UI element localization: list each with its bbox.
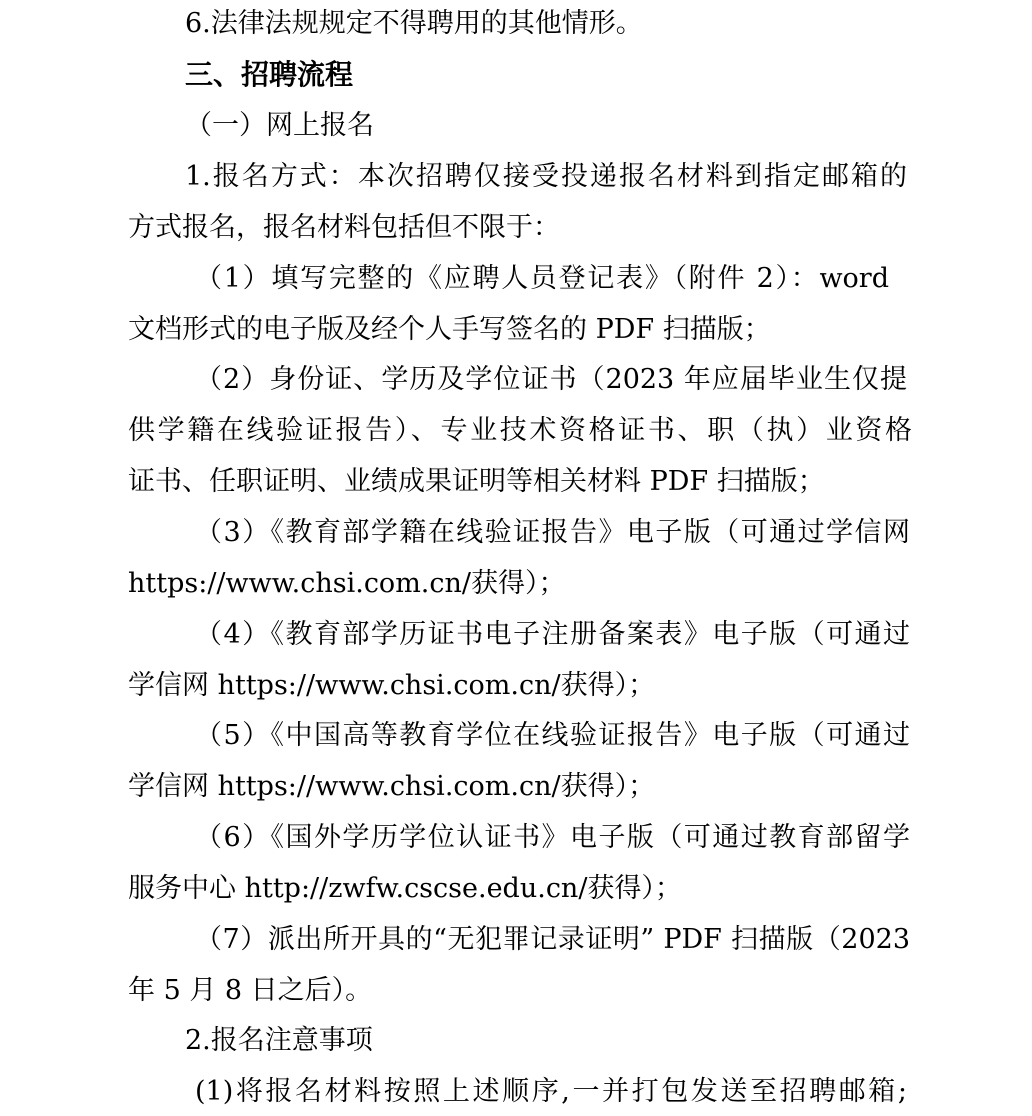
text-line-item-5-cont: 学信网 https://www.chsi.com.cn/获得）；	[128, 771, 656, 802]
text-line-item-1-cont: 文档形式的电子版及经个人手写签名的 PDF 扫描版；	[128, 314, 771, 345]
text-line-item-2-cont-2: 证书、任职证明、业绩成果证明等相关材料 PDF 扫描版；	[128, 466, 825, 497]
text-line-item-7: （7）派出所开具的“无犯罪记录证明” PDF 扫描版（2023	[195, 924, 910, 955]
text-line-item-5: （5）《中国高等教育学位在线验证报告》电子版（可通过	[195, 720, 910, 751]
text-line-item-3-cont: https://www.chsi.com.cn/获得）；	[128, 568, 566, 599]
text-line-registration-method-cont: 方式报名，报名材料包括但不限于：	[128, 212, 560, 243]
text-line-item-1: （1）填写完整的《应聘人员登记表》（附件 2）：word	[195, 263, 889, 294]
text-line-registration-method: 1.报名方式：本次招聘仅接受投递报名材料到指定邮箱的	[185, 161, 907, 192]
text-line-item-6-cont: 服务中心 http://zwfw.cscse.edu.cn/获得）；	[128, 873, 682, 904]
text-line-other-disqualifications: 6.法律法规规定不得聘用的其他情形。	[185, 8, 643, 39]
text-line-item-7-cont: 年 5 月 8 日之后）。	[128, 975, 373, 1006]
text-line-item-6: （6）《国外学历学位认证书》电子版（可通过教育部留学	[195, 822, 910, 853]
section-heading-recruitment-process: 三、招聘流程	[185, 58, 354, 91]
text-line-note-1: (1)将报名材料按照上述顺序,一并打包发送至招聘邮箱;	[195, 1076, 907, 1107]
subsection-heading-registration-notes: 2.报名注意事项	[185, 1025, 373, 1056]
text-line-item-2: （2）身份证、学历及学位证书（2023 年应届毕业生仅提	[195, 364, 907, 395]
text-line-item-2-cont-1: 供学籍在线验证报告）、专业技术资格证书、职（执）业资格	[128, 415, 912, 446]
text-line-item-4-cont: 学信网 https://www.chsi.com.cn/获得）；	[128, 670, 656, 701]
text-line-item-4: （4）《教育部学历证书电子注册备案表》电子版（可通过	[195, 619, 910, 650]
text-line-item-3: （3）《教育部学籍在线验证报告》电子版（可通过学信网	[195, 517, 910, 548]
subsection-heading-online-registration: （一）网上报名	[185, 110, 374, 141]
